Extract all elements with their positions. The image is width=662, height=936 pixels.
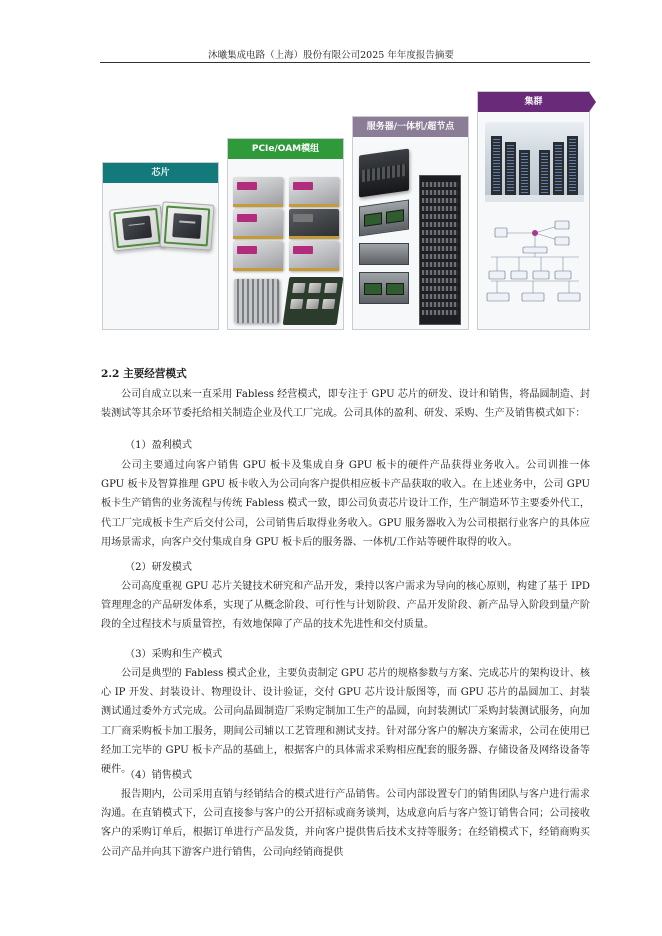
column-label-pcie-oam: PCIe/OAM模组 — [228, 139, 343, 159]
column-label-cluster: 集群 — [478, 92, 589, 112]
profit-text: 公司主要通过向客户销售 GPU 板卡及集成自身 GPU 板卡的硬件产品获得业务收入。公司训推一体 GPU 板卡及智算推理 GPU 板卡收入为公司向客户提供相应板卡产品获取的收入。在上述业务中，公司 GPU 板卡生产销售的业务流程与传统 Fabless 模式一致，即公司负责芯片设计工作，生产制造环节主要委外代工，代工厂完成板卡生产后交付公司，公司销售后取得业务收入。GPU 服务器收入为公司根据行业客户的具体应用场景需求，向客户交付集成自身 GPU 板卡后的服务器、一体机/工作站等硬件取得的收入。 — [101, 460, 590, 548]
product-column-chip — [102, 162, 219, 330]
server-tray-image — [359, 272, 409, 304]
cluster-topology-diagram — [483, 217, 586, 317]
product-column-cluster — [477, 91, 590, 330]
supernode-rack-image — [419, 175, 461, 325]
subsection-title-rnd: （2）研发模式 — [125, 562, 192, 573]
pcie-card-image — [289, 209, 339, 239]
chip-image — [109, 204, 165, 251]
section-intro — [101, 385, 590, 423]
chip-image — [159, 201, 214, 251]
page-header-title: 沐曦集成电路（上海）股份有限公司2025 年年度报告摘要 — [208, 50, 454, 61]
pcie-card-image — [233, 241, 283, 271]
product-column-server — [352, 116, 469, 330]
oam-heatsink-image — [234, 279, 279, 323]
pcie-card-image — [233, 209, 283, 239]
datacenter-image — [485, 122, 584, 202]
subsection-body-profit — [101, 456, 590, 552]
pcie-card-image — [289, 177, 339, 207]
subsection-body-procurement — [101, 664, 590, 779]
intro-text: 公司自成立以来一直采用 Fabless 经营模式，即专注于 GPU 芯片的研发、设计和销售，将晶圆制造、封装测试等其余环节委托给相关制造企业及代工厂完成。公司具体的盈利、研发、采购、生产及销售模式如下： — [101, 389, 590, 420]
subsection-title-sales: （4）销售模式 — [125, 770, 192, 781]
sales-text: 报告期内，公司采用直销与经销结合的模式进行产品销售。公司内部设置专门的销售团队与客户进行需求沟通。在直销模式下，公司直接参与客户的公开招标或商务谈判，达成意向后与客户签订销售合同；公司接收客户的采购订单后，根据订单进行产品发货，并向客户提供售后技术支持等服务；在经销模式下，经销商购买公司产品并向其下游客户进行销售，公司向经销商提供 — [101, 789, 590, 858]
pcie-card-image — [289, 241, 339, 271]
header-rule — [100, 62, 590, 63]
oam-board-image — [283, 277, 344, 325]
server-image — [359, 148, 409, 197]
column-label-server: 服务器/一体机/超节点 — [353, 117, 468, 137]
product-column-pcie-oam — [227, 138, 344, 330]
subsection-body-sales — [101, 785, 590, 862]
rnd-text: 公司高度重视 GPU 芯片关键技术研究和产品开发，秉持以客户需求为导向的核心原则，构建了基于 IPD 管理理念的产品研发体系，实现了从概念阶段、可行性与计划阶段、产品开发阶段、新产品导入阶段到量产阶段的全过程技术与质量管控，有效地保障了产品的技术先进性和交付质量。 — [101, 581, 590, 631]
server-tray-image — [359, 199, 409, 236]
subsection-body-rnd — [101, 577, 590, 635]
subsection-title-profit: （1）盈利模式 — [125, 440, 192, 451]
procurement-text: 公司是典型的 Fabless 模式企业，主要负责制定 GPU 芯片的规格参数与方案、完成芯片的架构设计、核心 IP 开发、封装设计、物理设计、设计验证，交付 GPU 芯片设计版图等，而 GPU 芯片的晶圆加工、封装测试通过委外方式完成。公司向晶圆制造厂采购定制加工生产的晶圆，向封装测试厂采购封装测试服务，向加工厂商采购板卡加工服务，期间公司辅以工艺管理和测试支持。针对部分客户的解决方案需求，公司在使用已经加工完毕的 GPU 板卡产品的基础上，根据客户的具体需求采购相应配套的服务器、存储设备及网络设备等硬件。 — [101, 668, 590, 776]
product-figure — [100, 88, 590, 333]
subsection-title-procurement: （3）采购和生产模式 — [125, 649, 223, 660]
pcie-card-image — [233, 177, 283, 207]
section-heading: 2.2 主要经营模式 — [101, 368, 187, 380]
column-label-chip: 芯片 — [103, 163, 218, 183]
server-tray-image — [359, 243, 409, 265]
